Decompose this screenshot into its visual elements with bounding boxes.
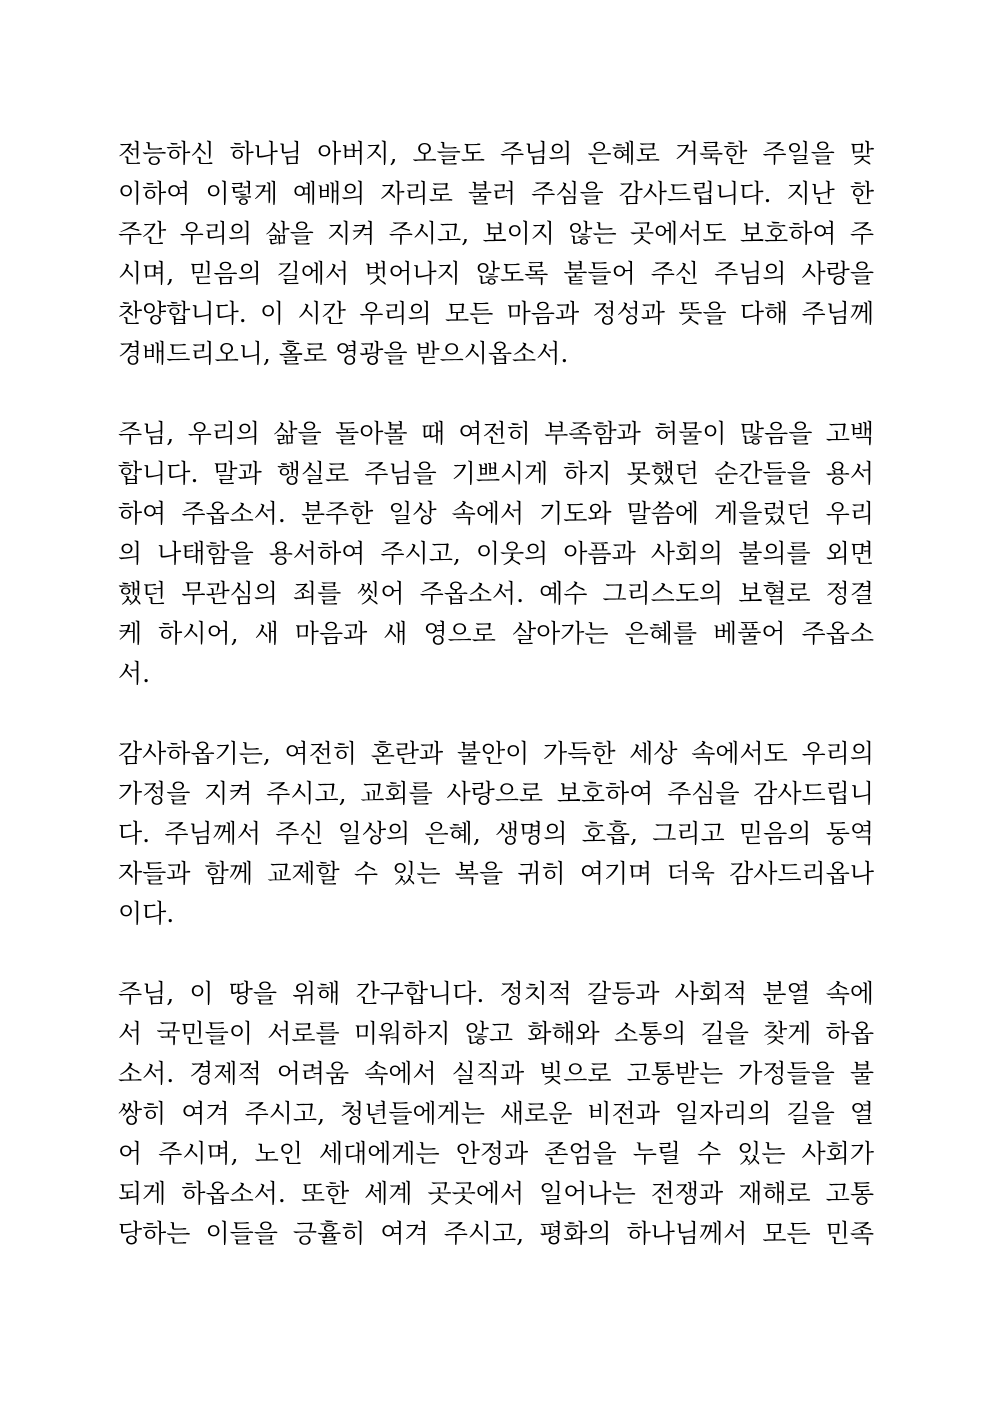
text-line: 의 나태함을 용서하여 주시고, 이웃의 아픔과 사회의 불의를 외면 [118,539,874,568]
text-line: 다. 주님께서 주신 일상의 은혜, 생명의 호흡, 그리고 믿음의 동역 [118,819,874,848]
paragraph-intercession [118,974,874,1254]
text-line: 당하는 이들을 긍휼히 여겨 주시고, 평화의 하나님께서 모든 민족 [118,1219,874,1248]
text-line: 찬양합니다. 이 시간 우리의 모든 마음과 정성과 뜻을 다해 주님께 [118,299,874,328]
paragraph-thanksgiving [118,734,874,934]
text-line: 했던 무관심의 죄를 씻어 주옵소서. 예수 그리스도의 보혈로 정결 [118,579,874,608]
paragraph-invocation [118,134,874,374]
text-line: 서. [118,659,151,688]
text-line: 가정을 지켜 주시고, 교회를 사랑으로 보호하여 주심을 감사드립니 [118,779,874,808]
text-line: 이다. [118,899,175,928]
text-line: 경배드리오니, 홀로 영광을 받으시옵소서. [118,339,569,368]
text-line: 되게 하옵소서. 또한 세계 곳곳에서 일어나는 전쟁과 재해로 고통 [118,1179,874,1208]
text-line: 주님, 이 땅을 위해 간구합니다. 정치적 갈등과 사회적 분열 속에 [118,979,874,1008]
text-line: 하여 주옵소서. 분주한 일상 속에서 기도와 말씀에 게을렀던 우리 [118,499,874,528]
text-line: 주간 우리의 삶을 지켜 주시고, 보이지 않는 곳에서도 보호하여 주 [118,219,874,248]
text-line: 이하여 이렇게 예배의 자리로 불러 주심을 감사드립니다. 지난 한 [118,179,874,208]
text-line: 자들과 함께 교제할 수 있는 복을 귀히 여기며 더욱 감사드리옵나 [118,859,874,888]
text-line: 감사하옵기는, 여전히 혼란과 불안이 가득한 세상 속에서도 우리의 [118,739,874,768]
text-line: 전능하신 하나님 아버지, 오늘도 주님의 은혜로 거룩한 주일을 맞 [118,139,874,168]
text-line: 주님, 우리의 삶을 돌아볼 때 여전히 부족함과 허물이 많음을 고백 [118,419,874,448]
text-line: 어 주시며, 노인 세대에게는 안정과 존엄을 누릴 수 있는 사회가 [118,1139,874,1168]
text-line: 쌍히 여겨 주시고, 청년들에게는 새로운 비전과 일자리의 길을 열 [118,1099,874,1128]
text-line: 합니다. 말과 행실로 주님을 기쁘시게 하지 못했던 순간들을 용서 [118,459,874,488]
text-line: 시며, 믿음의 길에서 벗어나지 않도록 붙들어 주신 주님의 사랑을 [118,259,874,288]
paragraph-confession [118,414,874,694]
text-line: 서 국민들이 서로를 미워하지 않고 화해와 소통의 길을 찾게 하옵 [118,1019,874,1048]
text-line: 소서. 경제적 어려움 속에서 실직과 빚으로 고통받는 가정들을 불 [118,1059,874,1088]
document-page [118,134,874,1294]
text-line: 케 하시어, 새 마음과 새 영으로 살아가는 은혜를 베풀어 주옵소 [118,619,874,648]
